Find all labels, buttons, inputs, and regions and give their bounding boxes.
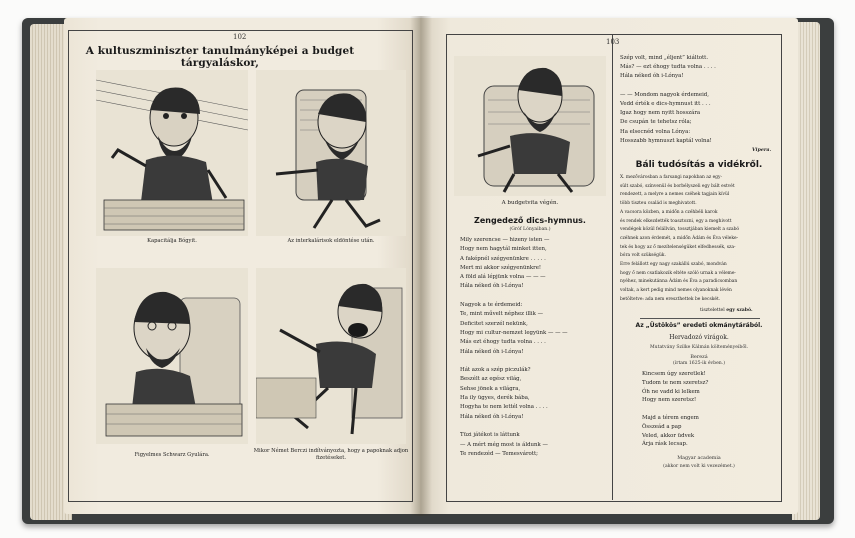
text-line (620, 82, 780, 91)
poem-body (460, 236, 608, 459)
archive-poem-date: (írtam 1625-ik évben.) (673, 361, 725, 366)
caption-3: Figyelmes Schwarz Gyulára. (134, 452, 210, 458)
text-line: Tüzi játékot is láttunk (460, 432, 520, 439)
poem-title: Zengedező dics-hymnus. (474, 216, 586, 225)
text-line: Árja rásk lecsap. (642, 441, 688, 448)
text-line: Hogy nem hagytál minket itten, (460, 246, 547, 253)
text-line: Tudom te nem szeretsz? (642, 379, 709, 386)
caricature-2-drawing (256, 70, 406, 236)
text-line: Hogyha te nem lettél volna . . . . (460, 404, 548, 411)
column-divider (612, 34, 613, 500)
caricature-panel-4 (256, 268, 406, 444)
text-line: czéhnek azon érdemét, a midőn Ádám és Éva véleke- (620, 235, 739, 241)
text-line: Vedd érték e dics-hymnust itt . . . (620, 101, 711, 108)
text-line: Szép volt, mind „éljent” kiáltott. (620, 55, 709, 61)
text-line: Veled, akkor üdvek (642, 432, 695, 439)
signature-prefix: tisztelettel (700, 308, 725, 313)
text-line: X. mezővárosban a farsangi napokban az egy- (620, 175, 722, 180)
text-line: Hála néked óh i-Lónya! (460, 413, 524, 420)
text-line: Hogy nem szeretsz! (642, 397, 697, 404)
text-line: hogy ő nem csatlakozik eltéte szóló urnak a véleme- (620, 270, 736, 276)
text-line (460, 292, 608, 301)
text-line (460, 357, 608, 366)
text-line: Sehse jönek a világra, (460, 385, 521, 392)
poem-byline: (Gróf Lónyaiban.) (509, 227, 551, 232)
text-line: Igaz hogy nem nyitt hosszára (620, 110, 701, 117)
text-line: Hála néked óh i-Lónya! (460, 283, 524, 290)
ball-report-signature (700, 306, 753, 316)
caricature-1-drawing (96, 70, 248, 236)
col2-poem-continuation (620, 54, 780, 146)
caricature-panel-2 (256, 70, 406, 236)
text-line: A vacsora közben, a midőn a czéhbéli karok (620, 209, 718, 215)
text-line: bóra volt szükségük. (620, 253, 666, 259)
budget-debate-caption: A budgetvita végén. (501, 200, 559, 206)
text-line: rendezett, a melyre a nemes czéhek tagjain kívül (620, 192, 730, 198)
text-line: Beszélt az egész világ, (460, 376, 522, 383)
text-line: Mily szerencse — hizeny isten — (460, 237, 550, 243)
text-line: Összeád a pap (642, 423, 682, 430)
ball-report-title: Báli tudósítás a vidékről. (635, 160, 763, 170)
text-line: betöltetve: ada nem ereszthettek be kecskét. (620, 296, 721, 302)
caricature-4-drawing (256, 268, 406, 444)
section-rule (640, 318, 760, 319)
text-line: sült szabó, színvenül és borbélyszeli egy bált estvét (620, 183, 735, 189)
archive-poem-body (642, 370, 782, 449)
text-line: vendégek közül felállván, tossztjában kiemelt a szabó (620, 227, 740, 233)
text-line: Hát azok a szép piczulák? (460, 367, 531, 374)
text-line: Hogy mi cultur-nemzet legyünk — — — (460, 329, 568, 336)
caricature-panel-1 (96, 70, 248, 236)
text-line: Más ezt éhogy tudta volna . . . . (460, 339, 546, 346)
text-line: több tiszteu család is meghivatott. (620, 201, 697, 207)
caption-1: Kapacitálja Bógyit. (147, 238, 197, 244)
text-line: Hála néked óh i-Lónya! (460, 348, 524, 355)
text-line: Majd a térem engem (642, 414, 699, 421)
budget-debate-drawing (454, 56, 606, 196)
signature-name: egy szabó. (726, 308, 753, 313)
ball-report-body (620, 174, 782, 305)
archive-poem-heading: Berezá (690, 354, 708, 360)
text-line (642, 405, 782, 414)
text-line: Hála néked óh i-Lónya! (620, 73, 684, 80)
caption-2: Az interkalárisok eldöntése után. (287, 238, 375, 244)
col2-signature: Vipera. (752, 147, 772, 153)
text-line: — — Mondom nagyok érdemeid, (620, 91, 709, 98)
text-line: Deficitet szerzél nekünk, (460, 320, 528, 327)
text-line: Erre felállott egy nagy szakállú szabó, mondván (620, 262, 727, 268)
text-line: voltak, a kert pedig mind nemes olyanoknak lévén (620, 288, 732, 294)
caricature-panel-3 (96, 268, 248, 444)
text-line: Más? — ezt éhogy tudta volna . . . . (620, 64, 716, 71)
text-line: Óh ne vadd ki lelkem (642, 388, 700, 395)
text-line: A faképnél szégyenünkre . . . . . (460, 255, 546, 262)
text-line: tek és hogy az ő mezítelenségüket elfedhessék, sza- (620, 244, 736, 250)
text-line: De csupán te tehetsz róla; (620, 119, 692, 126)
text-line: — A mért még most is áldunk — (460, 441, 548, 448)
text-line: és rendek elkezdették toasztozni, egy a meghivott (620, 218, 732, 224)
text-line: Hosszabb hymnuszt kaptál volna! (620, 137, 712, 144)
right-page-number: 103 (606, 38, 620, 46)
text-line (460, 422, 608, 431)
text-line: Te rendezéd — Temesvárott; (460, 450, 538, 457)
archive-title: Az „Üstökös” eredeti okmánytárából. (635, 322, 763, 329)
archive-subtitle: Hervadozó virágok. (669, 334, 729, 341)
text-line: Kincsem úgy szeretlek! (642, 371, 706, 377)
left-page-number: 102 (233, 33, 247, 41)
budget-debate-illustration (454, 56, 606, 196)
left-page-title: A kultuszminiszter tanulmányképei a budget tárgyaláskor, (85, 45, 355, 69)
text-line: Ha elsecnéd volna Lónya: (620, 128, 691, 135)
text-line: A föld alá lépjünk volna — — — (460, 274, 546, 281)
text-line: Nagyok a te érdemeid: (460, 302, 523, 309)
text-line: Mert mi akkor szégyenünkre! (460, 264, 542, 271)
archive-footer-2: (akkor nem volt ki vezezémet.) (663, 464, 735, 469)
text-line: Te, mint művelt néphez illik — (460, 311, 543, 318)
text-line: Ha ily ügyes, derék bába, (460, 395, 530, 402)
archive-footer-1: Magyar academia (677, 456, 721, 461)
caption-4: Mikor Német Berczi indítványozta, hogy a papoknak adjon fizetéseket. (253, 448, 409, 461)
archive-byline: Mutatvány Szilke Kálmán költeményeiből. (649, 345, 749, 350)
caricature-3-drawing (96, 268, 248, 444)
text-line: nyéhez, minekutánna Ádám és Éva a paradicsomban (620, 279, 738, 285)
